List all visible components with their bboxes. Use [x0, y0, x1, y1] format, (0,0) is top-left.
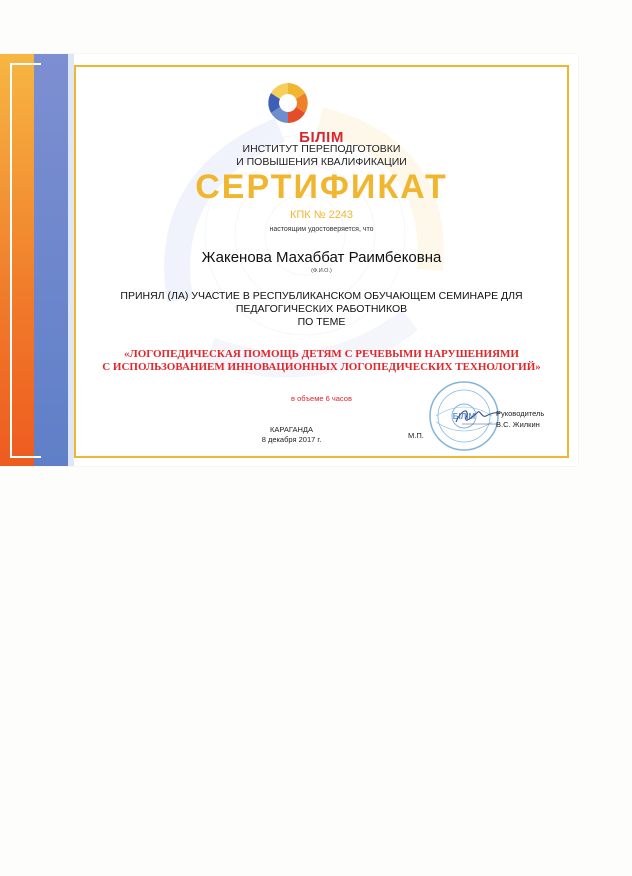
- brand-name: БІЛІМ: [299, 129, 344, 146]
- name-caption: (Ф.И.О.): [311, 268, 332, 274]
- recipient-name: Жакенова Махаббат Раимбековна: [201, 249, 442, 266]
- head-title: Руководитель: [496, 409, 545, 418]
- attest-text: настоящим удостоверяется, что: [269, 226, 374, 233]
- seal-place-label: М.П.: [408, 431, 424, 440]
- participation-line-1: ПРИНЯЛ (ЛА) УЧАСТИЕ В РЕСПУБЛИКАНСКОМ ОБУЧАЮЩЕМ СЕМИНАРЕ ДЛЯ: [120, 290, 523, 302]
- bilim-logo-icon: [262, 80, 314, 126]
- certificate-number: КПК № 2243: [289, 209, 354, 221]
- stamp-text: БІЛІМ: [452, 412, 476, 421]
- issue-date: 8 декабря 2017 г.: [261, 435, 322, 444]
- institute-line-2: И ПОВЫШЕНИЯ КВАЛИФИКАЦИИ: [236, 156, 407, 168]
- institute-name: [74, 143, 569, 169]
- topic-line-1: «ЛОГОПЕДИЧЕСКАЯ ПОМОЩЬ ДЕТЯМ С РЕЧЕВЫМИ НАРУШЕНИЯМИ: [124, 348, 519, 360]
- stripe-frame-line: [10, 63, 41, 458]
- topic-line-2: С ИСПОЛЬЗОВАНИЕМ ИННОВАЦИОННЫХ ЛОГОПЕДИЧЕСКИХ ТЕХНОЛОГИЙ»: [102, 361, 541, 373]
- participation-statement: [74, 290, 569, 329]
- institute-line-1: ИНСТИТУТ ПЕРЕПОДГОТОВКИ: [242, 143, 401, 155]
- hours-volume: в объеме 6 часов: [291, 394, 352, 403]
- head-name: В.С. Жилкин: [496, 420, 540, 429]
- signature-icon: [452, 404, 502, 428]
- participation-line-3: ПО ТЕМЕ: [297, 316, 346, 328]
- city: КАРАГАНДА: [270, 425, 313, 434]
- certificate-title: СЕРТИФИКАТ: [195, 168, 448, 206]
- seminar-topic: [74, 348, 569, 374]
- head-signature-block: [496, 408, 544, 430]
- participation-line-2: ПЕДАГОГИЧЕСКИХ РАБОТНИКОВ: [235, 303, 408, 315]
